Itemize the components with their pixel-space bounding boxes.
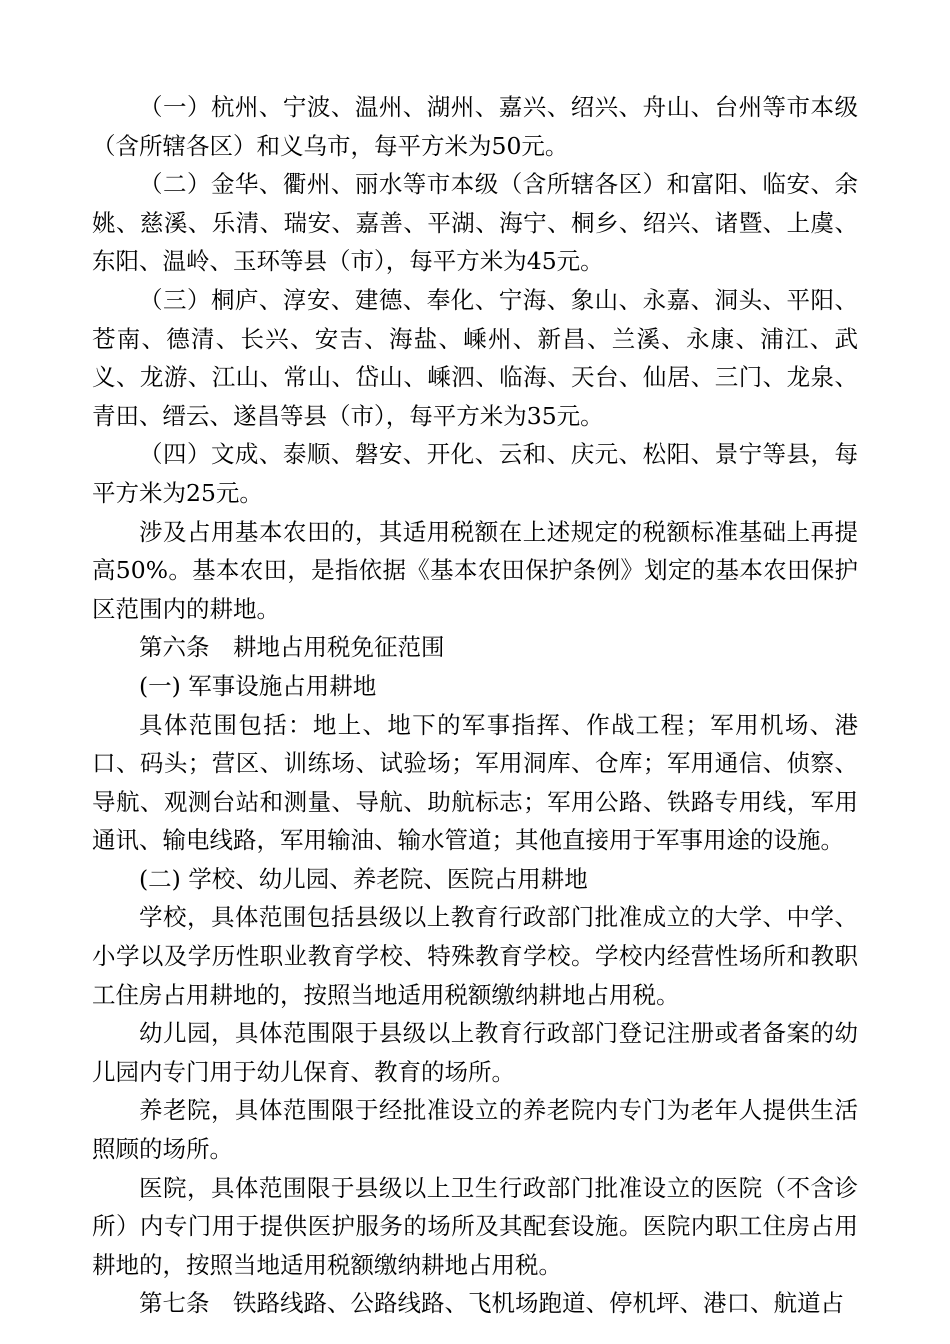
paragraph-basic-farmland: 涉及占用基本农田的，其适用税额在上述规定的税额标准基础上再提高50%。基本农田，是指依据《基本农田保护条例》划定的基本农田保护区范围内的耕地。	[92, 517, 858, 623]
paragraph-kindergartens: 幼儿园，具体范围限于县级以上教育行政部门登记注册或者备案的幼儿园内专门用于幼儿保育、教育的场所。	[92, 1019, 858, 1086]
paragraph-schools: 学校，具体范围包括县级以上教育行政部门批准成立的大学、中学、小学以及学历性职业教育学校、特殊教育学校。学校内经营性场所和教职工住房占用耕地的，按照当地适用税额缴纳耕地占用税。	[92, 903, 858, 1009]
article-6-heading: 第六条 耕地占用税免征范围	[139, 633, 445, 662]
item-military-heading: (一) 军事设施占用耕地	[139, 671, 377, 700]
paragraph-rate-tier-4: （四）文成、泰顺、磐安、开化、云和、庆元、松阳、景宁等县，每平方米为25元。	[92, 440, 858, 507]
paragraph-nursing-homes: 养老院，具体范围限于经批准设立的养老院内专门为老年人提供生活照顾的场所。	[92, 1096, 858, 1164]
article-7-heading: 第七条 铁路线路、公路线路、飞机场跑道、停机坪、港口、航道占	[139, 1289, 844, 1318]
paragraph-hospitals: 医院，具体范围限于县级以上卫生行政部门批准设立的医院（不含诊所）内专门用于提供医护服务的场所及其配套设施。医院内职工住房占用耕地的，按照当地适用税额缴纳耕地占用税。	[92, 1173, 858, 1279]
document-body	[92, 88, 858, 1323]
paragraph-military-scope: 具体范围包括：地上、地下的军事指挥、作战工程；军用机场、港口、码头；营区、训练场、试验场；军用洞库、仓库；军用通信、侦察、导航、观测台站和测量、导航、助航标志；军用公路、铁路专用线，军用通讯、输电线路，军用输油、输水管道；其他直接用于军事用途的设施。	[92, 710, 858, 855]
item-schools-heading: (二) 学校、幼儿园、养老院、医院占用耕地	[139, 864, 588, 893]
paragraph-rate-tier-2: （二）金华、衢州、丽水等市本级（含所辖各区）和富阳、临安、余姚、慈溪、乐清、瑞安、嘉善、平湖、海宁、桐乡、绍兴、诸暨、上虞、东阳、温岭、玉环等县（市），每平方米为45元。	[92, 170, 858, 276]
paragraph-rate-tier-3: （三）桐庐、淳安、建德、奉化、宁海、象山、永嘉、洞头、平阳、苍南、德清、长兴、安吉、海盐、嵊州、新昌、兰溪、永康、浦江、武义、龙游、江山、常山、岱山、嵊泗、临海、天台、仙居、三门、龙泉、青田、缙云、遂昌等县（市），每平方米为35元。	[92, 285, 858, 430]
paragraph-rate-tier-1: （一）杭州、宁波、温州、湖州、嘉兴、绍兴、舟山、台州等市本级（含所辖各区）和义乌市，每平方米为50元。	[92, 93, 858, 160]
